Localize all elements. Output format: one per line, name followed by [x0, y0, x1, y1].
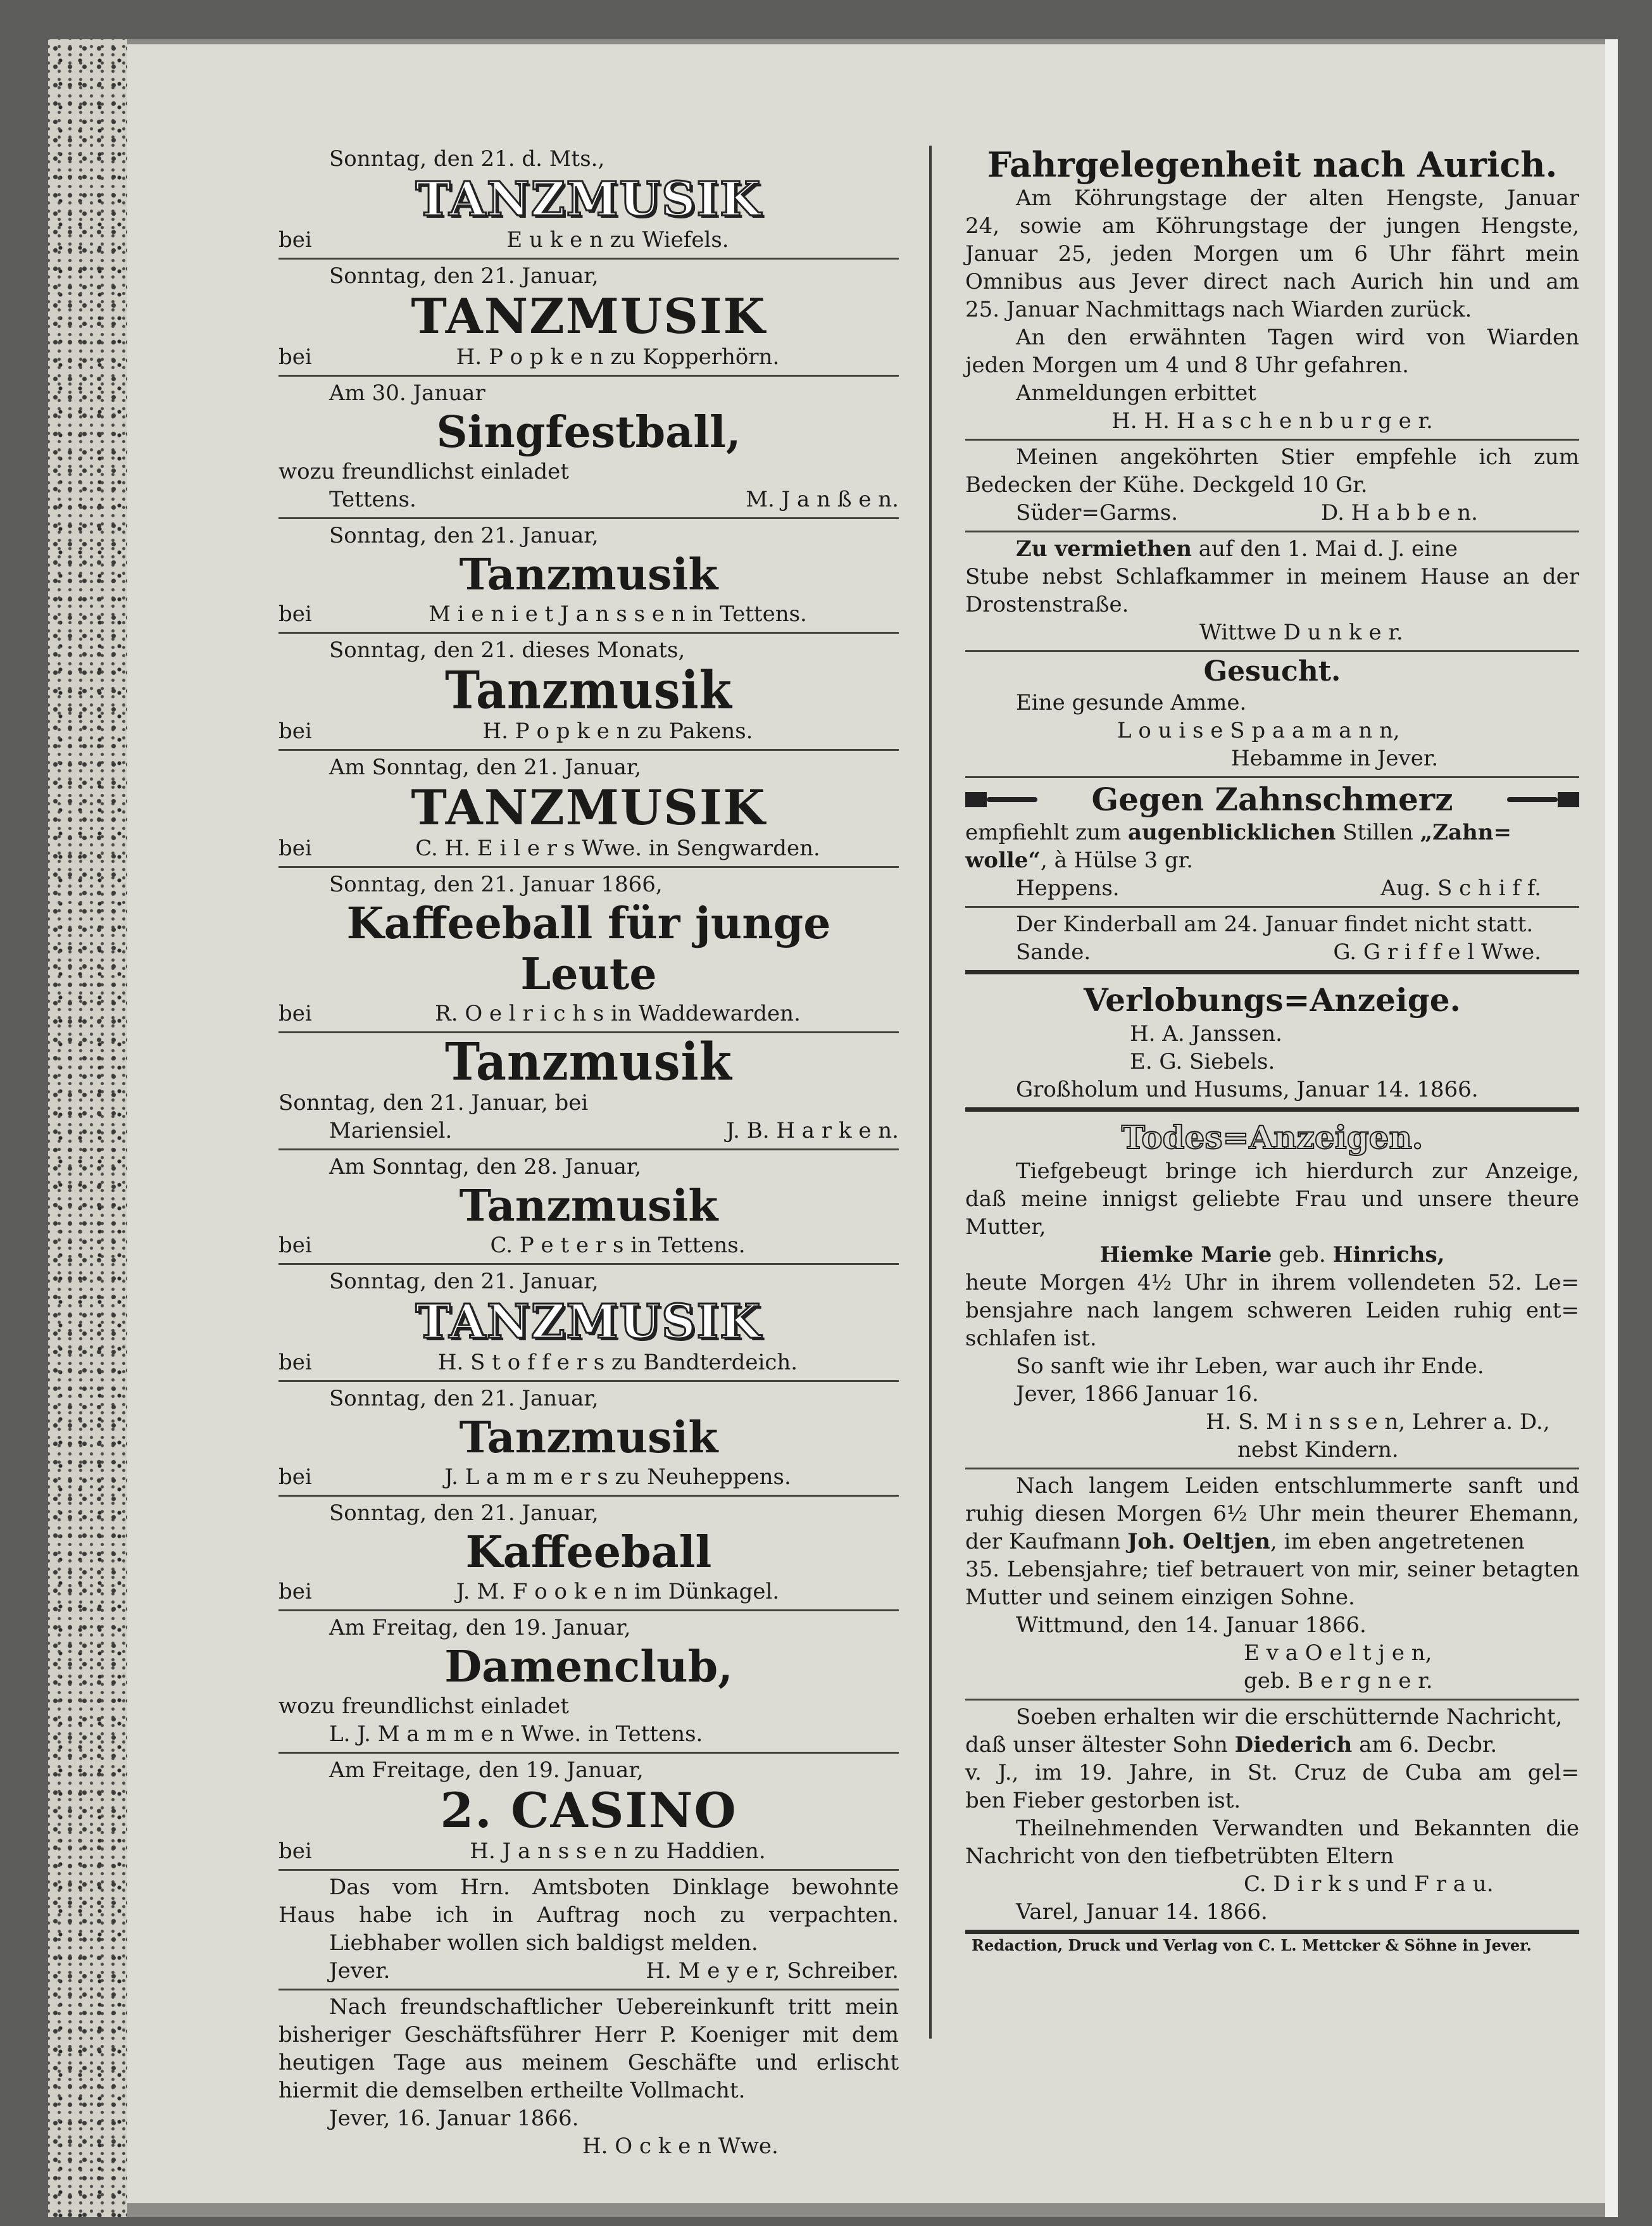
- signature-name: H. M e y e r, Schreiber.: [646, 1958, 899, 1984]
- text-line: jeden Morgen um 4 und 8 Uhr gefahren.: [965, 353, 1409, 378]
- text-line: bensjahre nach langem schweren Leiden ruhig ent=: [965, 1298, 1579, 1323]
- notice-date: Jever, 16. Januar 1866.: [329, 2106, 579, 2131]
- announcement-damenclub: [278, 1611, 899, 1754]
- bei-label: bei: [278, 719, 312, 744]
- text-line: Mutter,: [965, 1214, 1046, 1240]
- announcement-kaffeeball-jungeleute: [278, 868, 899, 1033]
- deceased-name: Hiemke Marie: [1099, 1242, 1272, 1267]
- text-line: am 6. Decbr.: [1352, 1732, 1498, 1758]
- announcement-popken-kopperhoern: [278, 260, 899, 377]
- notice-todes-1: [965, 1112, 1579, 1469]
- text-line: heute Morgen 4½ Uhr in ihrem vollendeten 52. Le=: [965, 1270, 1579, 1295]
- announcement-popken-pakens: [278, 634, 899, 751]
- event-heading: TANZMUSIK: [415, 1295, 762, 1349]
- signature-name: C. D i r k s und F r a u.: [1244, 1871, 1494, 1897]
- text-line: ruhig diesen Morgen 6½ Uhr mein theurer Ehemann,: [965, 1501, 1579, 1526]
- signature-title: Hebamme in Jever.: [1231, 746, 1439, 771]
- host-name: H. P o p k e n zu Kopperhörn.: [456, 344, 780, 370]
- text-line: schlafen ist.: [965, 1326, 1097, 1351]
- event-heading: Tanzmusik: [459, 1181, 718, 1231]
- text-line: Eine gesunde Amme.: [1016, 690, 1247, 715]
- left-column: [278, 142, 899, 2164]
- text-line: So sanft wie ihr Leben, war auch ihr Ende.: [1016, 1354, 1484, 1379]
- event-heading: Kaffeeball: [465, 1527, 712, 1578]
- notice-stier: [965, 441, 1579, 532]
- text-line: v. J., im 19. Jahre, in St. Cruz de Cuba am gel=: [965, 1760, 1579, 1785]
- text-line: , à Hülse 3 gr.: [1040, 848, 1193, 873]
- text-line: 25. Januar Nachmittags nach Wiarden zurück.: [965, 297, 1472, 322]
- notice-vermiethen: [965, 532, 1579, 652]
- text-line: Mutter und seinem einzigen Sohne.: [965, 1585, 1355, 1610]
- notice-todes-3: [965, 1701, 1579, 1934]
- announcement-eufen: [278, 142, 899, 260]
- emphasis-text: „Zahn=: [1420, 820, 1511, 845]
- host-name: H. J a n s s e n zu Haddien.: [470, 1839, 766, 1864]
- host-name: H. S t o f f e r s zu Bandterdeich.: [437, 1350, 798, 1375]
- date-line: Sonntag, den 21. Januar,: [329, 1269, 599, 1294]
- signature-name: L o u i s e S p a a m a n n,: [1117, 718, 1400, 743]
- dance-announcements: [278, 142, 899, 1871]
- bei-label: bei: [278, 227, 312, 253]
- text-line: Januar 25, jeden Morgen um 6 Uhr fährt mein: [965, 241, 1579, 267]
- text-line: Haus habe ich in Auftrag noch zu verpachten.: [278, 1902, 899, 1928]
- announcement-stoffers: [278, 1265, 899, 1382]
- event-heading: Kaffeeball für junge Leute: [346, 898, 831, 1000]
- event-heading: Damenclub,: [444, 1642, 733, 1692]
- text-line: Am Köhrungstage der alten Hengste, Januar: [1016, 186, 1579, 211]
- bei-label: bei: [278, 1464, 312, 1490]
- date-line: Am Freitage, den 19. Januar,: [329, 1758, 644, 1783]
- lead-text: Zu vermiethen: [1016, 536, 1192, 562]
- signature-place: Mariensiel.: [329, 1118, 453, 1143]
- heading-aurich: Fahrgelegenheit nach Aurich.: [987, 144, 1558, 185]
- host-name: C. P e t e r s in Tettens.: [490, 1233, 746, 1258]
- imprint: Redaction, Druck und Verlag von C. L. Mettcker & Söhne in Jever.: [972, 1936, 1532, 1954]
- text-line: empfiehlt zum: [965, 820, 1129, 845]
- bei-label: bei: [278, 1579, 312, 1604]
- bei-label: bei: [278, 1001, 312, 1026]
- text-line: wozu freundlichst einladet: [278, 1694, 569, 1719]
- text-line: geb.: [1272, 1242, 1333, 1267]
- emphasis-text: wolle“: [965, 848, 1041, 873]
- date-line: Sonntag, den 21. Januar,: [329, 263, 599, 289]
- notice-aurich: [965, 142, 1579, 441]
- notice-haus: [278, 1871, 899, 1990]
- signature-name: E v a O e l t j e n,: [1244, 1640, 1432, 1666]
- date-line: Am 30. Januar: [329, 380, 485, 406]
- host-name: R. O e l r i c h s in Waddewarden.: [435, 1001, 801, 1026]
- signature-name: G. G r i f f e l Wwe.: [1333, 940, 1541, 965]
- notice-verlobung: [965, 974, 1579, 1112]
- text-line: Nachricht von den tiefbetrübten Eltern: [965, 1844, 1394, 1869]
- signature-name: H. S. M i n s s e n, Lehrer a. D.,: [1206, 1409, 1550, 1435]
- heading-verlobung: Verlobungs=Anzeige.: [1084, 981, 1461, 1019]
- text-line: 24, sowie am Köhrungstage der jungen Hengste,: [965, 213, 1579, 239]
- notice-todes-2: [965, 1469, 1579, 1701]
- text-line: Soeben erhalten wir die erschütternde Nachricht,: [1016, 1704, 1563, 1730]
- text-line: 35. Lebensjahre; tief betrauert von mir, seiner betagten: [965, 1557, 1579, 1582]
- heading-todes: Todes=Anzeigen.: [1121, 1119, 1424, 1156]
- host-name: M i e n i e t J a n s s e n in Tettens.: [429, 601, 807, 627]
- text-line: Theilnehmenden Verwandten und Bekannten die: [1016, 1816, 1579, 1841]
- bei-label: bei: [278, 1350, 312, 1375]
- name-line: E. G. Siebels.: [1130, 1049, 1275, 1074]
- event-heading: TANZMUSIK: [411, 779, 767, 836]
- text-line: heutigen Tage aus meinem Geschäfte und erlischt: [278, 2050, 899, 2075]
- text-line: Meinen angeköhrten Stier empfehle ich zum: [1016, 444, 1579, 470]
- date-line: Sonntag, den 21. Januar,: [329, 1500, 599, 1526]
- signature-place: Jever.: [329, 1958, 391, 1984]
- signature-name: nebst Kindern.: [1237, 1437, 1399, 1462]
- text-line: Bedecken der Kühe. Deckgeld 10 Gr.: [965, 472, 1368, 498]
- text-line: Der Kinderball am 24. Januar findet nicht statt.: [1016, 912, 1534, 937]
- text-line: daß unser ältester Sohn: [965, 1732, 1235, 1758]
- pointing-hand-icon: [1503, 788, 1579, 811]
- announcement-harken: [278, 1033, 899, 1150]
- host-name: C. H. E i l e r s Wwe. in Sengwarden.: [415, 836, 820, 861]
- pointing-hand-icon: [965, 788, 1041, 811]
- signature-name: H. O c k e n Wwe.: [582, 2134, 779, 2159]
- deceased-name: Diederich: [1234, 1732, 1353, 1758]
- notice-date: Wittmund, den 14. Januar 1866.: [1016, 1613, 1367, 1638]
- bei-label: bei: [278, 1839, 312, 1864]
- notice-date: Jever, 1866 Januar 16.: [1016, 1381, 1259, 1407]
- text-line: Drostenstraße.: [965, 592, 1129, 617]
- date-line: Am Sonntag, den 21. Januar,: [329, 755, 642, 780]
- notice-zahnschmerz: [965, 778, 1579, 908]
- host-name: H. P o p k e n zu Pakens.: [482, 719, 753, 744]
- text-line: ben Fieber gestorben ist.: [965, 1788, 1241, 1813]
- date-line: Am Freitag, den 19. Januar,: [329, 1615, 631, 1640]
- announcement-fooken: [278, 1497, 899, 1611]
- host-name: J. M. F o o k e n im Dünkagel.: [456, 1579, 780, 1604]
- event-heading: Tanzmusik: [459, 550, 718, 600]
- signature-place: Sande.: [1016, 940, 1091, 965]
- column-divider: [929, 146, 932, 2039]
- text-line: Sonntag, den 21. Januar, bei: [278, 1090, 589, 1116]
- right-column: [965, 142, 1579, 1957]
- notice-kinderball: [965, 908, 1579, 974]
- bei-label: bei: [278, 601, 312, 627]
- host-name: E u k e n zu Wiefels.: [506, 227, 729, 253]
- text-line: Anmeldungen erbittet: [1016, 380, 1256, 406]
- signature-place: Tettens.: [329, 487, 416, 512]
- date-line: Sonntag, den 21. Januar 1866,: [329, 872, 663, 897]
- host-name: J. L a m m e r s zu Neuheppens.: [444, 1464, 791, 1490]
- deceased-name: Joh. Oeltjen: [1127, 1529, 1270, 1554]
- text-line: Nach langem Leiden entschlummerte sanft und: [1016, 1473, 1579, 1499]
- text-line: , im eben angetretenen: [1270, 1529, 1525, 1554]
- date-line: Am Sonntag, den 28. Januar,: [329, 1154, 642, 1179]
- text-line: Liebhaber wollen sich baldigst melden.: [329, 1930, 758, 1956]
- event-heading: Singfestball,: [436, 407, 741, 458]
- signature-name: D. H a b b e n.: [1321, 500, 1478, 525]
- emphasis-text: augenblicklichen: [1128, 820, 1336, 845]
- text-line: hiermit die demselben ertheilte Vollmacht.: [278, 2078, 746, 2103]
- text-line: auf den 1. Mai d. J. eine: [1191, 536, 1458, 562]
- date-line: Sonntag, den 21. Januar,: [329, 523, 599, 548]
- text-line: Das vom Hrn. Amtsboten Dinklage bewohnte: [329, 1875, 899, 1900]
- announcement-singfestball: [278, 377, 899, 519]
- date-line: Sonntag, den 21. Januar,: [329, 1386, 599, 1411]
- event-heading: Tanzmusik: [445, 1032, 732, 1093]
- name-line: H. A. Janssen.: [1130, 1021, 1282, 1047]
- bei-label: bei: [278, 1233, 312, 1258]
- deceased-name: Hinrichs,: [1332, 1242, 1445, 1267]
- signature-name: M. J a n ß e n.: [746, 487, 899, 512]
- signature-name: Wittwe D u n k e r.: [1199, 620, 1403, 645]
- heading-zahnschmerz: Gegen Zahnschmerz: [1091, 781, 1453, 818]
- notice-gesucht: [965, 652, 1579, 778]
- text-line: Stillen: [1336, 820, 1420, 845]
- announcement-lammers: [278, 1382, 899, 1497]
- text-line: daß meine innigst geliebte Frau und unsere theure: [965, 1186, 1579, 1212]
- signature-name: J. B. H a r k e n.: [726, 1118, 899, 1143]
- text-line: Nach freundschaftlicher Uebereinkunft tritt mein: [329, 1994, 899, 2020]
- signature-name: Aug. S c h i f f.: [1380, 876, 1541, 901]
- text-line: bisheriger Geschäftsführer Herr P. Koeniger mit dem: [278, 2022, 899, 2047]
- bei-label: bei: [278, 836, 312, 861]
- date-line: Sonntag, den 21. dieses Monats,: [329, 638, 685, 663]
- event-heading: TANZMUSIK: [415, 172, 762, 227]
- text-line: An den erwähnten Tagen wird von Wiarden: [1016, 325, 1579, 350]
- notice-date: Varel, Januar 14. 1866.: [1016, 1899, 1268, 1925]
- signature-place: Heppens.: [1016, 876, 1120, 901]
- bei-label: bei: [278, 344, 312, 370]
- text-line: Tiefgebeugt bringe ich hierdurch zur Anzeige,: [1016, 1159, 1579, 1184]
- signature-name: geb. B e r g n e r.: [1244, 1668, 1433, 1694]
- announcement-casino: [278, 1754, 899, 1871]
- announcement-mieniet: [278, 519, 899, 634]
- notice-ocken: [278, 1990, 899, 2164]
- event-heading: Tanzmusik: [445, 660, 732, 721]
- heading-gesucht: Gesucht.: [1203, 655, 1341, 688]
- event-heading: 2. CASINO: [440, 1782, 737, 1839]
- signature-place: Süder=Garms.: [1016, 500, 1178, 525]
- text-line: der Kaufmann: [965, 1529, 1128, 1554]
- announcement-peters: [278, 1150, 899, 1265]
- signature-name: L. J. M a m m e n Wwe. in Tettens.: [329, 1721, 703, 1747]
- event-heading: TANZMUSIK: [411, 288, 767, 344]
- announcement-eilers: [278, 751, 899, 868]
- event-heading: Tanzmusik: [459, 1412, 718, 1463]
- date-line: Sonntag, den 21. d. Mts.,: [329, 146, 605, 172]
- place-date: Großholum und Husums, Januar 14. 1866.: [1016, 1077, 1479, 1102]
- text-line: Omnibus aus Jever direct nach Aurich hin und am: [965, 269, 1579, 294]
- text-line: Stube nebst Schlafkammer in meinem Hause an der: [965, 564, 1579, 589]
- text-line: wozu freundlichst einladet: [278, 459, 569, 484]
- signature-name: H. H. H a s c h e n b u r g e r.: [1111, 408, 1433, 434]
